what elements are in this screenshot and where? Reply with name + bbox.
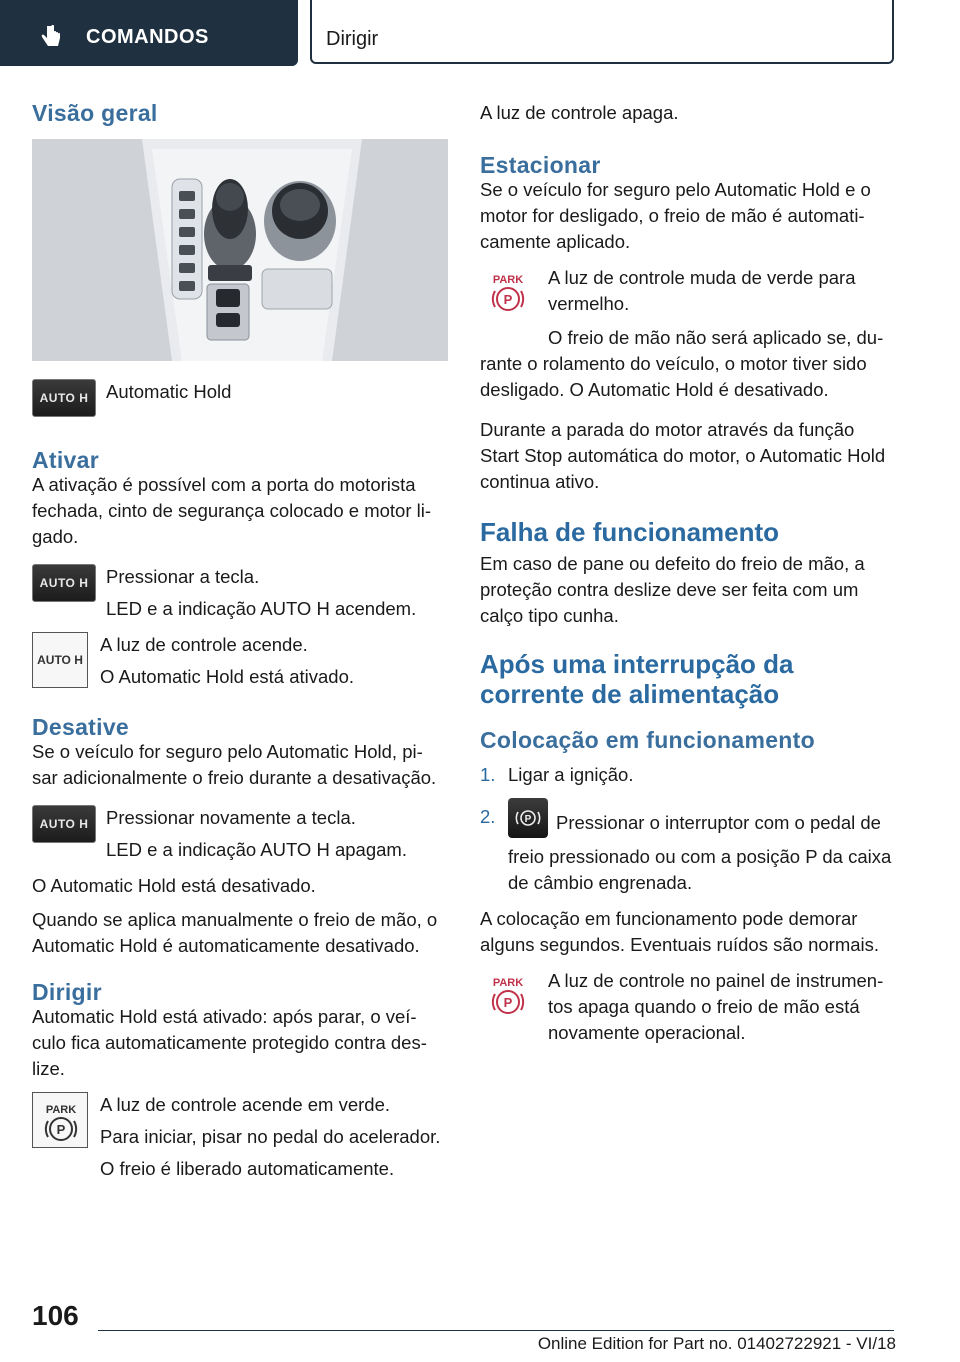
failure-text: Em caso de pane ou defeito do freio de mão, a proteção contra deslize deve ser feita com um calço tipo cunha. — [480, 553, 865, 626]
list-item — [480, 804, 896, 896]
step-number: 1. — [480, 764, 496, 785]
step-text: Pressionar o interruptor com o pedal de freio pressionado ou com a posição P da caixa de câmbio engrenada. — [508, 811, 892, 893]
drive-release: O freio é liberado automaticamente. — [100, 1158, 395, 1179]
activate-light-row — [32, 632, 448, 690]
heading-park: Estacionar — [480, 152, 601, 178]
auto-hold-indicator-icon: AUTO H — [32, 632, 88, 688]
left-column — [32, 100, 448, 1190]
switch-symbol: P — [524, 814, 532, 825]
heading-commissioning: Colocação em funcionamento — [480, 727, 815, 753]
chapter-tab[interactable] — [0, 0, 298, 66]
park-red-icon — [480, 968, 536, 1024]
park-light: A luz de controle muda de verde para vermelho. — [548, 267, 856, 314]
footer-edition: Online Edition for Part no. 01402722921 - VI/18 — [537, 1334, 896, 1353]
center-console-illustration — [32, 139, 448, 361]
footer-divider — [98, 1330, 894, 1331]
commission-note: A colocação em funcionamento pode demorar alguns segundos. Eventuais ruídos são normais. — [480, 908, 880, 955]
list-item — [480, 762, 896, 788]
auto-hold-button-icon: AUTO H — [32, 805, 96, 843]
caption-row — [32, 379, 448, 419]
panel-light-row — [480, 968, 896, 1046]
drive-text: Automatic Hold está ativado: após parar, o veí-culo fica automaticamente protegido contra des-lize. — [32, 1006, 427, 1079]
page-header — [0, 0, 960, 66]
activate-light: A luz de controle acende. — [100, 634, 308, 655]
page-number: 106 — [32, 1300, 79, 1331]
activate-active: O Automatic Hold está ativado. — [100, 666, 354, 687]
park-not-applied: O freio de mão não será aplicado se, du-rante o rolamento do veículo, o motor tiver sido desligado. O Automatic Hold é desativado. — [480, 327, 884, 400]
step-text: Ligar a ignição. — [508, 764, 634, 785]
commissioning-steps — [480, 762, 896, 896]
park-red-label: PARK — [492, 274, 524, 286]
section-label: Dirigir — [326, 28, 379, 50]
activate-press: Pressionar a tecla. — [106, 566, 260, 587]
deactivate-text: Se o veículo for seguro pelo Automatic Hold, pi-sar adicionalmente o freio durante a desativação. — [32, 741, 437, 788]
activate-text: A ativação é possível com a porta do motorista fechada, cinto de segurança colocado e motor li-gado. — [32, 474, 432, 547]
auto-hold-button-icon: AUTO H — [32, 564, 96, 602]
deactivate-press: Pressionar novamente a tecla. — [106, 807, 356, 828]
parking-brake-switch-icon — [508, 798, 548, 838]
heading-deactivate: Desative — [32, 714, 130, 740]
auto-hold-button-icon: AUTO H — [32, 379, 96, 417]
park-startstop: Durante a parada do motor através da função Start Stop automática do motor, o Automatic Hold continua ativo. — [480, 419, 886, 492]
center-console-photo — [32, 139, 448, 361]
deactivate-led: LED e a indicação AUTO H apagam. — [106, 839, 407, 860]
deactivated-text: O Automatic Hold está desativado. — [32, 875, 316, 896]
right-column — [480, 100, 896, 1054]
light-off-text: A luz de controle apaga. — [480, 102, 679, 123]
park-text: Se o veículo for seguro pelo Automatic Hold e o motor for desligado, o freio de mão é automati-camente aplicado. — [480, 179, 871, 252]
park-indicator-label: PARK — [45, 1104, 77, 1116]
activate-press-row — [32, 564, 448, 622]
drive-green: A luz de controle acende em verde. — [100, 1094, 391, 1115]
activate-led: LED e a indicação AUTO H acendem. — [106, 598, 417, 619]
heading-activate: Ativar — [32, 447, 99, 473]
deactivate-manual: Quando se aplica manualmente o freio de mão, o Automatic Hold é automaticamente desativado. — [32, 909, 438, 956]
park-light-row — [480, 265, 896, 317]
deactivate-press-row — [32, 805, 448, 863]
park-red-icon — [480, 265, 536, 321]
hand-pointer-icon — [38, 24, 64, 50]
section-tab[interactable] — [310, 0, 894, 64]
chapter-label: COMANDOS — [86, 26, 209, 48]
photo-caption: Automatic Hold — [106, 381, 232, 402]
step-number: 2. — [480, 806, 496, 827]
heading-failure: Falha de funcionamento — [480, 517, 780, 547]
park-red-label: PARK — [492, 977, 524, 989]
panel-light: A luz de controle no painel de instrumen-tos apaga quando o freio de mão está novamente operacional. — [548, 970, 884, 1043]
drive-light-row — [32, 1092, 448, 1182]
park-indicator-icon — [32, 1092, 88, 1148]
park-indicator-symbol: P — [56, 1122, 66, 1137]
heading-power-interruption: Após uma interrupção da corrente de alimentação — [480, 649, 794, 709]
heading-drive: Dirigir — [32, 979, 102, 1005]
park-red-symbol: P — [503, 995, 513, 1010]
heading-overview: Visão geral — [32, 100, 158, 126]
park-red-symbol: P — [503, 292, 513, 307]
drive-start: Para iniciar, pisar no pedal do acelerador. — [100, 1126, 441, 1147]
